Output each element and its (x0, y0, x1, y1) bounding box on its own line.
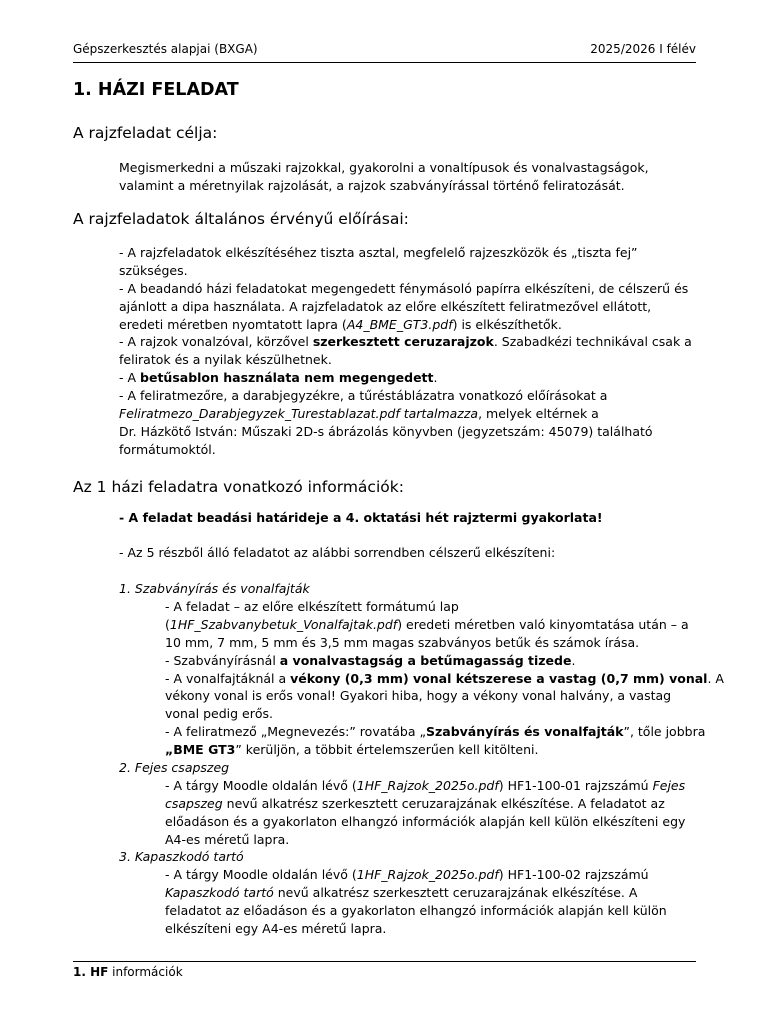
header-divider (73, 62, 696, 63)
deadline-line: - A feladat beadási határideje a 4. oktatási hét rajztermi gyakorlata! (119, 510, 603, 525)
text-line: előadáson és a gyakorlaton elhangzó információk alapján kell külön elkészíteni egy (165, 813, 686, 829)
text-run: ) HF1-100-02 rajzszámú (498, 867, 649, 882)
item-2-body (165, 777, 705, 849)
text-line: elkészíteni egy A4-es méretű lapra. (165, 920, 387, 936)
text-line (119, 369, 704, 387)
section-heading-info: Az 1 házi feladatra vonatkozó információk: (73, 478, 404, 496)
course-name: Gépszerkesztés alapjai (BXGA) (73, 42, 258, 56)
text-line (165, 652, 705, 670)
text-line (165, 795, 705, 813)
text-line (165, 866, 705, 884)
text-run: ) eredeti méretben való kinyomtatása után – a (397, 616, 689, 632)
text-line: feliratok és a nyilak készülhetnek. (119, 352, 332, 368)
text-line: feladatot az előadáson és a gyakorlaton elhangzó információk alapján kell külön (165, 902, 667, 918)
footer-label: információk (108, 965, 183, 979)
text-run: . A (707, 670, 724, 686)
section-heading-goal: A rajzfeladat célja: (73, 124, 218, 142)
footer-divider (73, 961, 696, 962)
part-name: Kapaszkodó tartó (165, 884, 274, 900)
item-title-3: 3. Kapaszkodó tartó (119, 849, 244, 864)
text-run: nevű alkatrész szerkesztett ceruzarajzának elkészítése. A (273, 884, 638, 900)
text-run: - Szabványírásnál (165, 652, 280, 668)
emphasis: szerkesztett ceruzarajzok (312, 334, 494, 350)
file-name: A4_BME_GT3.pdf (346, 316, 453, 332)
emphasis: Szabványírás és vonalfajták (425, 724, 624, 740)
text-line: Dr. Házkötő István: Műszaki 2D-s ábrázolás könyvben (jegyzetszám: 45079) található (119, 423, 653, 439)
part-name: Fejes (652, 778, 686, 793)
text-line (165, 723, 705, 741)
text-line (165, 670, 724, 688)
file-name: Feliratmezo_Darabjegyzek_Turestablazat.pdf tartalmazza (119, 406, 479, 422)
text-line: - A beadandó házi feladatokat megengedett fénymásoló papírra elkészíteni, de célszerű és (119, 280, 689, 296)
text-line: vonal pedig erős. (165, 706, 273, 722)
text-line (165, 884, 705, 902)
text-run: - A tárgy Moodle oldalán lévő ( (165, 867, 357, 882)
text-run: - A tárgy Moodle oldalán lévő ( (165, 778, 357, 793)
text-line (165, 777, 705, 795)
text-line (119, 333, 704, 351)
part-name: csapszeg (165, 795, 223, 811)
item-3-body (165, 866, 705, 938)
intro-line: - Az 5 részből álló feladatot az alábbi sorrendben célszerű elkészíteni: (119, 545, 556, 560)
emphasis: a vonalvastagság a betűmagasság tizede (279, 652, 572, 668)
page-title: 1. HÁZI FELADAT (73, 80, 239, 100)
text-run: - A vonalfajtáknál a (165, 670, 291, 686)
text-line: szükséges. (119, 262, 188, 278)
text-line: valamint a méretnyilak rajzolását, a rajzok szabványírással történő feliratozását. (119, 177, 625, 193)
text-line: Megismerkedni a műszaki rajzokkal, gyakorolni a vonaltípusok és vonalvastagságok, (119, 160, 649, 175)
text-run: - A feliratmező „Megnevezés:” rovatába „ (165, 724, 426, 740)
text-line: - A rajzfeladatok elkészítéséhez tiszta asztal, megfelelő rajzeszközök és „tiszta fej” (119, 245, 638, 260)
text-run: - A (119, 370, 141, 386)
text-line: vékony vonal is erős vonal! Gyakori hiba, hogy a vékony vonal halvány, a vastag (165, 688, 672, 704)
text-run: . Szabadkézi technikával csak a (493, 334, 692, 350)
goal-paragraph (119, 159, 704, 195)
emphasis: „ (165, 742, 174, 758)
text-line (165, 741, 705, 759)
text-line: 10 mm, 7 mm, 5 mm és 3,5 mm magas szabványos betűk és számok írása. (165, 634, 640, 650)
text-run: ” kerüljön, a többit értelemszerűen kell kitölteni. (235, 742, 539, 758)
section-heading-rules: A rajzfeladatok általános érvényű előírásai: (73, 210, 409, 228)
emphasis: vékony (0,3 mm) vonal kétszerese a vastag (0,7 mm) vonal (290, 670, 708, 686)
text-run: . (571, 652, 576, 668)
text-line (119, 316, 704, 334)
rules-list (119, 244, 704, 459)
text-line (119, 405, 704, 423)
file-name: 1HF_Szabvanybetuk_Vonalfajtak.pdf (169, 616, 398, 632)
text-line: - A feliratmezőre, a darabjegyzékre, a tűréstáblázatra vonatkozó előírásokat a (119, 388, 608, 404)
item-title-1: 1. Szabványírás és vonalfajták (119, 581, 310, 596)
text-run: ( (165, 616, 170, 632)
text-run: ”, tőle jobbra (623, 724, 706, 740)
item-title-2: 2. Fejes csapszeg (119, 760, 230, 775)
text-run: eredeti méretben nyomtatott lapra ( (119, 316, 347, 332)
text-line: A4-es méretű lapra. (165, 831, 290, 847)
page-footer (73, 965, 183, 979)
text-line: - A feladat – az előre elkészített formátumú lap (165, 599, 459, 614)
file-name: 1HF_Rajzok_2025o.pdf (356, 778, 499, 793)
page-header (73, 42, 696, 62)
semester: 2025/2026 I félév (590, 42, 696, 56)
text-line (165, 616, 705, 634)
text-line: ajánlott a dipa használata. A rajzfeladatok az előre elkészített feliratmezővel ellátott, (119, 298, 652, 314)
text-run: nevű alkatrész szerkesztett ceruzarajzának elkészítése. A feladatot az (222, 795, 665, 811)
text-line: formátumoktól. (119, 441, 216, 457)
text-run: ) is elkészíthetők. (452, 316, 562, 332)
text-run: - A rajzok vonalzóval, körzővel (119, 334, 313, 350)
emphasis: betűsablon használata nem megengedett (140, 370, 434, 386)
file-name: 1HF_Rajzok_2025o.pdf (356, 867, 499, 882)
item-1-body (165, 598, 724, 759)
text-run: . (433, 370, 438, 386)
text-run: ) HF1-100-01 rajzszámú (498, 778, 653, 793)
emphasis: BME GT3 (173, 742, 236, 758)
footer-label-bold: 1. HF (73, 965, 109, 979)
text-run: , melyek eltérnek a (478, 406, 599, 422)
